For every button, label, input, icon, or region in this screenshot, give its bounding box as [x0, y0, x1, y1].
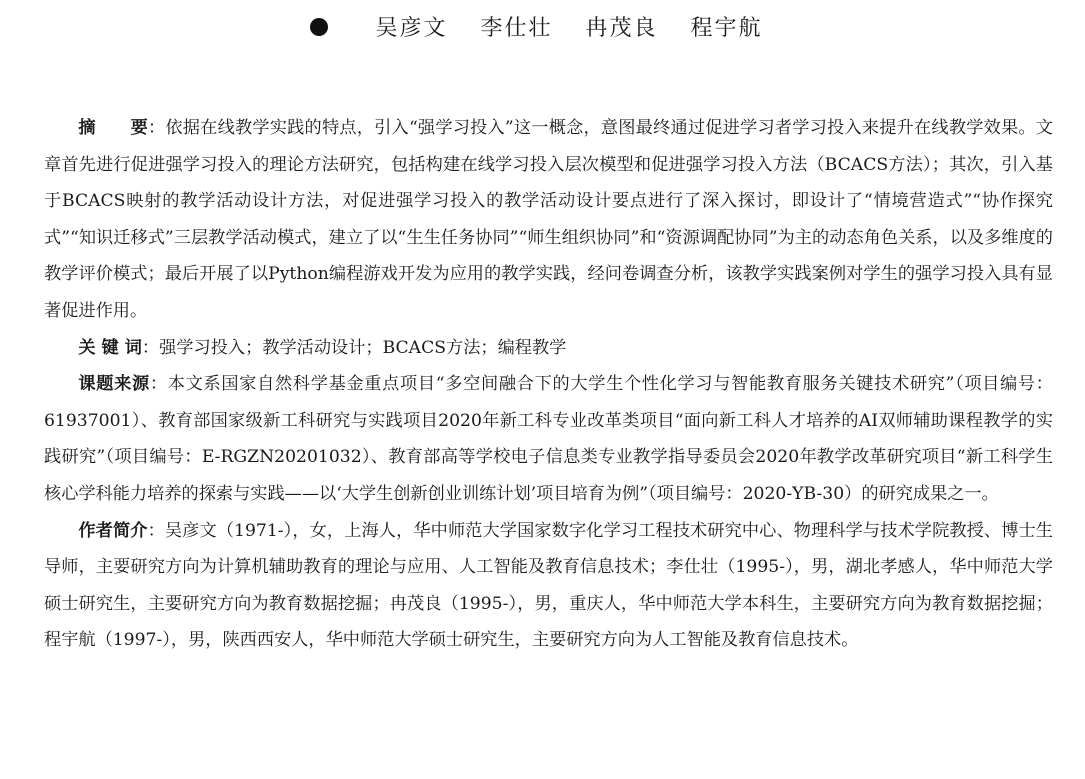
keywords-label: 关 键 词: [78, 337, 142, 358]
label-separator: ：: [149, 374, 168, 395]
author-bio-label: 作者简介: [78, 520, 148, 541]
funding-paragraph: [44, 366, 1053, 512]
funding-label: 课题来源: [78, 374, 150, 395]
funding-text: 本文系国家自然科学基金重点项目“多空间融合下的大学生个性化学习与智能教育服务关键技术研究”（项目编号：61937001）、教育部国家级新工科研究与实践项目2020年新工科专业改革类项目“面向新工科人才培养的AI双师辅助课程教学的实践研究”（项目编号：E-RGZN20201032）、教育部高等学校电子信息类专业教学指导委员会2020年教学改革研究项目“新工科学生核心学科能力培养的探索与实践——以‘大学生创新创业训练计划’项目培育为例”（项目编号：2020-YB-30）的研究成果之一。: [44, 374, 1053, 504]
keywords-text: 强学习投入；教学活动设计；BCACS方法；编程教学: [159, 337, 567, 358]
author-bio-text: 吴彦文（1971-），女，上海人，华中师范大学国家数字化学习工程技术研究中心、物理科学与技术学院教授、博士生导师，主要研究方向为计算机辅助教育的理论与应用、人工智能及教育信息技术；李仕壮（1995-），男，湖北孝感人，华中师范大学硕士研究生，主要研究方向为教育数据挖掘；冉茂良（1995-），男，重庆人，华中师范大学本科生，主要研究方向为教育数据挖掘；程宇航（1997-），男，陕西西安人，华中师范大学硕士研究生，主要研究方向为人工智能及教育信息技术。: [44, 520, 1053, 651]
label-separator: ：: [147, 118, 166, 138]
front-matter: [44, 110, 1053, 659]
author-name: 程宇航: [690, 16, 763, 41]
author-name: 吴彦文: [375, 16, 448, 41]
author-name: 冉茂良: [585, 16, 658, 41]
label-separator: ：: [141, 337, 160, 358]
author-line: [0, 11, 1085, 42]
bullet-icon: [310, 18, 328, 36]
author-name: 李仕壮: [480, 16, 553, 41]
abstract-label: 摘 要: [78, 118, 148, 138]
abstract-text: 依据在线教学实践的特点，引入“强学习投入”这一概念，意图最终通过促进学习者学习投入来提升在线教学效果。文章首先进行促进强学习投入的理论方法研究，包括构建在线学习投入层次模型和促进强学习投入方法（BCACS方法）；其次，引入基于BCACS映射的教学活动设计方法，对促进强学习投入的教学活动设计要点进行了深入探讨，即设计了“情境营造式”“协作探究式”“知识迁移式”三层教学活动模式，建立了以“生生任务协同”“师生组织协同”和“资源调配协同”为主的动态角色关系，以及多维度的教学评价模式；最后开展了以Python编程游戏开发为应用的教学实践，经问卷调查分析，该教学实践案例对学生的强学习投入具有显著促进作用。: [44, 118, 1053, 321]
author-bio-paragraph: [44, 513, 1053, 659]
label-separator: ：: [147, 520, 165, 541]
abstract-paragraph: [44, 110, 1053, 330]
keywords-paragraph: [44, 330, 1053, 367]
